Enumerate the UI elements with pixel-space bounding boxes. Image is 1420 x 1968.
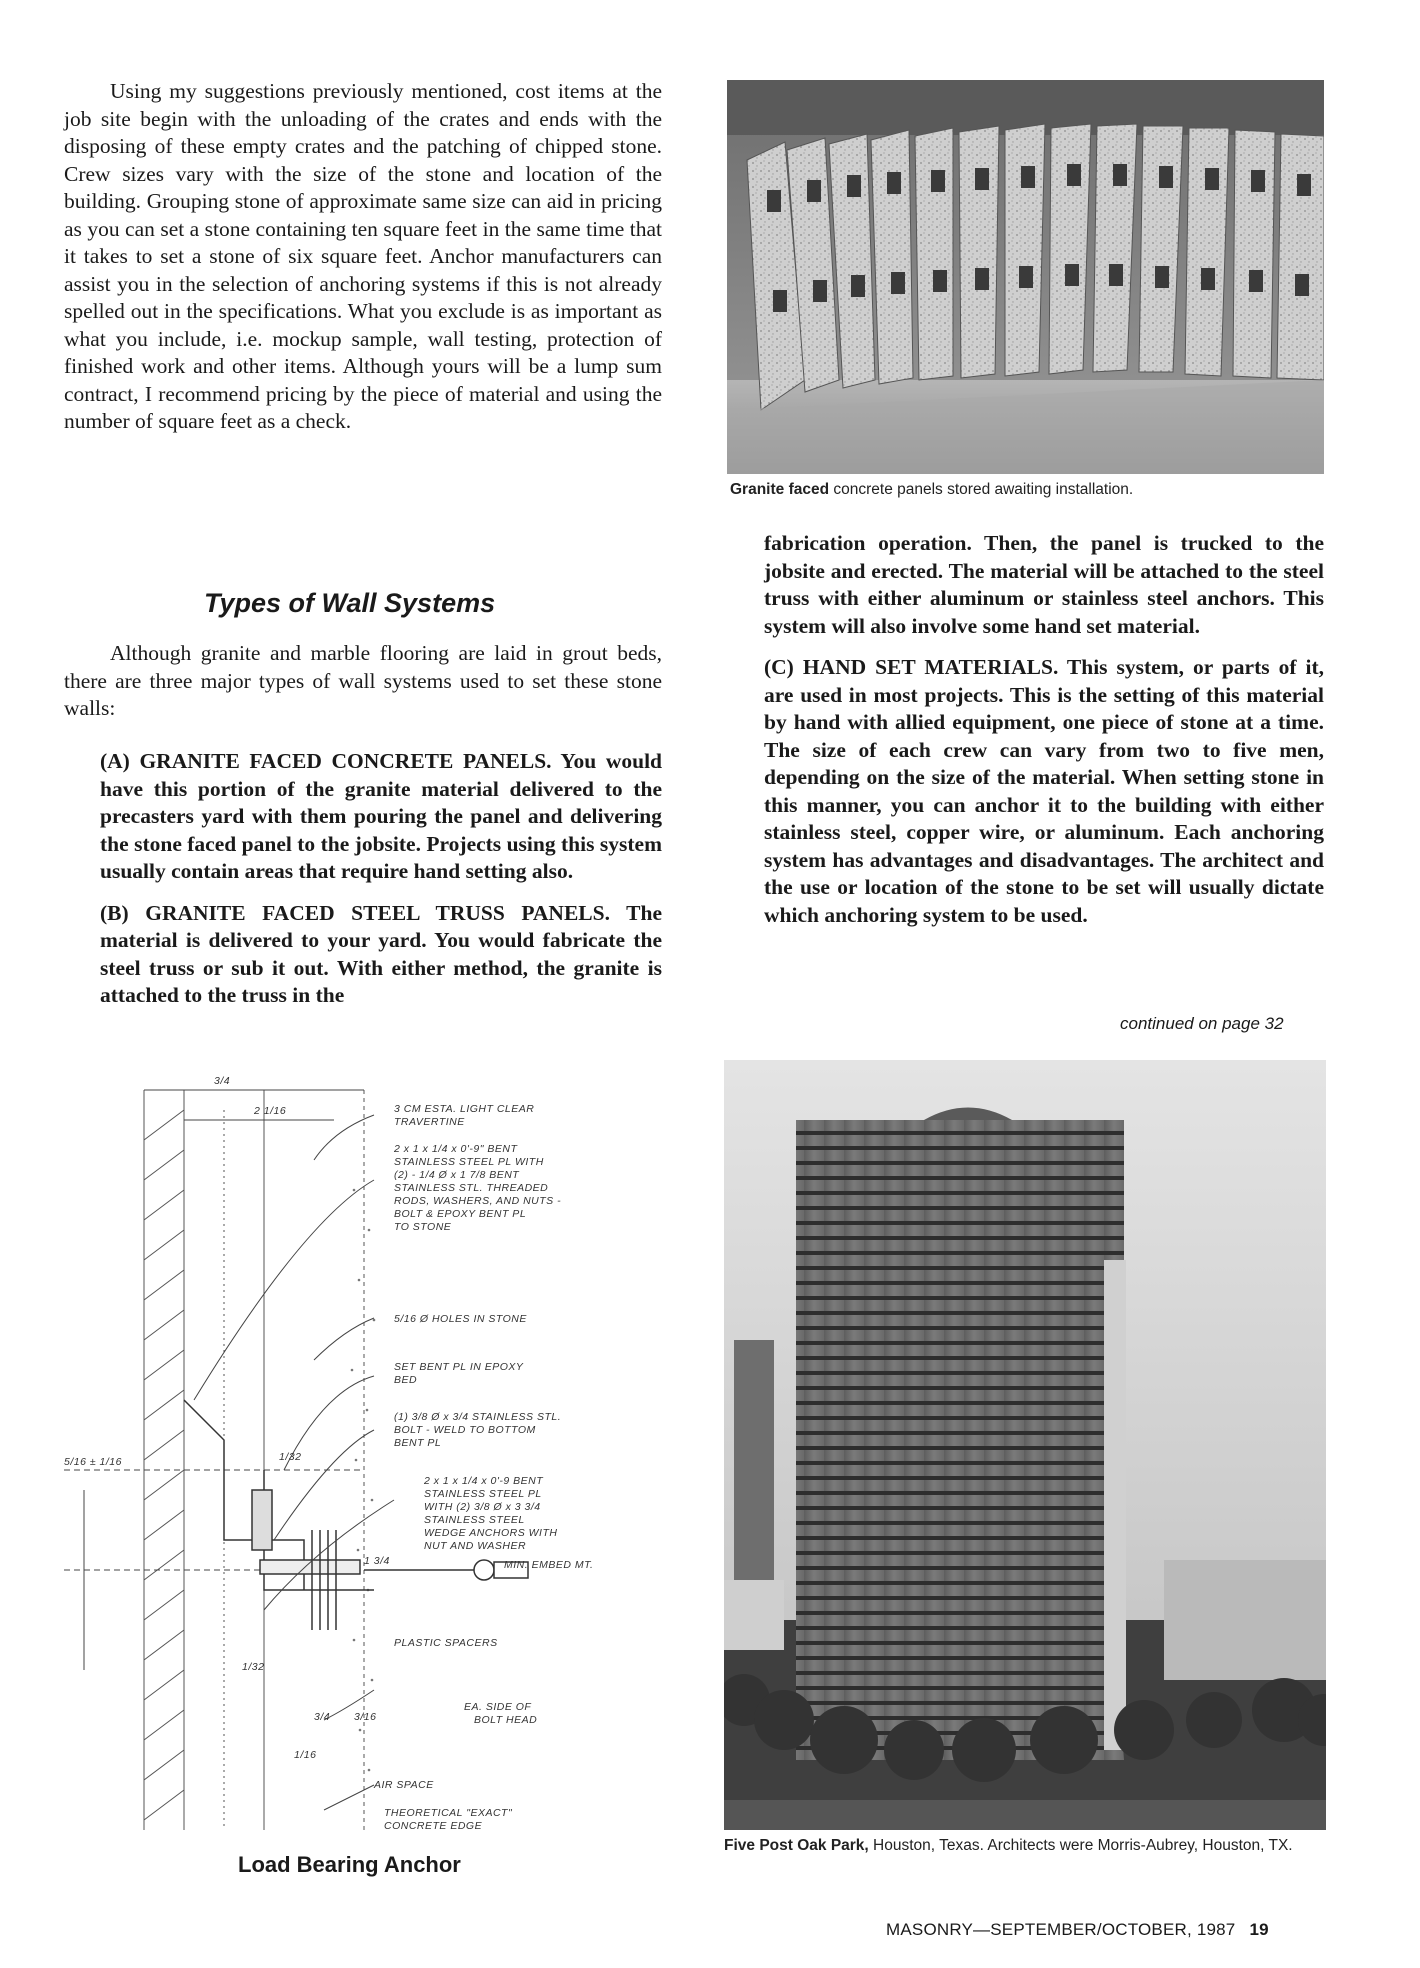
page-number: 19 bbox=[1249, 1920, 1269, 1939]
svg-text:2 x 1 x 1/4 x 0'-9" BENT: 2 x 1 x 1/4 x 0'-9" BENT bbox=[394, 1143, 518, 1155]
concrete-stipple bbox=[351, 1189, 376, 1772]
svg-text:3/4: 3/4 bbox=[214, 1075, 231, 1087]
paragraph-types: Although granite and marble flooring are laid in grout beds, there are three major types of wall systems used to set these stone walls: bbox=[64, 641, 662, 720]
anchor-diagram bbox=[64, 1070, 684, 1850]
svg-text:STAINLESS STEEL PL WITH: STAINLESS STEEL PL WITH bbox=[394, 1156, 544, 1168]
svg-text:1/32: 1/32 bbox=[279, 1451, 302, 1463]
item-b-start: (B) GRANITE FACED STEEL TRUSS PANELS. The material is delivered to your yard. You would fabricate the steel truss or sub it out. With either method, the granite is attached to the truss in the bbox=[100, 900, 662, 1007]
svg-text:WITH (2) 3/8 Ø x 3 3/4: WITH (2) 3/8 Ø x 3 3/4 bbox=[424, 1501, 541, 1513]
svg-text:NUT AND WASHER: NUT AND WASHER bbox=[424, 1540, 527, 1552]
photo2-caption: Five Post Oak Park, Houston, Texas. Architects were Morris-Aubrey, Houston, TX. bbox=[724, 1837, 1293, 1854]
item-a: (A) GRANITE FACED CONCRETE PANELS. You would have this portion of the granite material delivered to the precasters yard with them pouring the panel and delivering the stone faced panel to the jobsite. Projects using this system usually contain areas that require hand setting also. bbox=[100, 749, 662, 883]
svg-text:2 x 1 x 1/4 x 0'-9 BENT: 2 x 1 x 1/4 x 0'-9 BENT bbox=[424, 1475, 544, 1487]
svg-text:5/16 Ø HOLES IN STONE: 5/16 Ø HOLES IN STONE bbox=[394, 1313, 527, 1325]
svg-text:1 3/4: 1 3/4 bbox=[364, 1555, 390, 1567]
svg-text:STAINLESS STL. THREADED: STAINLESS STL. THREADED bbox=[394, 1182, 549, 1194]
right-column-items bbox=[764, 530, 1324, 943]
left-column-items bbox=[100, 748, 662, 1024]
svg-text:5/16 ± 1/16: 5/16 ± 1/16 bbox=[64, 1456, 122, 1468]
building-image bbox=[724, 1060, 1326, 1830]
dimension-labels bbox=[64, 1075, 390, 1761]
svg-text:3/4: 3/4 bbox=[314, 1711, 331, 1723]
svg-text:SET BENT PL IN EPOXY: SET BENT PL IN EPOXY bbox=[394, 1361, 524, 1373]
svg-text:1/16: 1/16 bbox=[294, 1749, 317, 1761]
svg-text:3 CM ESTA. LIGHT CLEAR: 3 CM ESTA. LIGHT CLEAR bbox=[394, 1103, 535, 1115]
publication-name: MASONRY—SEPTEMBER/OCTOBER, 1987 bbox=[886, 1920, 1236, 1939]
left-column-intro bbox=[64, 78, 662, 436]
svg-text:AIR SPACE: AIR SPACE bbox=[374, 1779, 434, 1791]
diagram-caption: Load Bearing Anchor bbox=[238, 1852, 461, 1877]
wall-hatch bbox=[144, 1090, 184, 1830]
svg-text:2 1/16: 2 1/16 bbox=[254, 1105, 287, 1117]
svg-text:(1) 3/8 Ø x 3/4 STAINLESS STL.: (1) 3/8 Ø x 3/4 STAINLESS STL. bbox=[394, 1411, 562, 1423]
left-column-types bbox=[64, 640, 662, 723]
svg-text:3/16: 3/16 bbox=[354, 1711, 377, 1723]
svg-text:MIN. EMBED MT.: MIN. EMBED MT. bbox=[504, 1559, 594, 1571]
svg-text:BENT PL: BENT PL bbox=[394, 1437, 442, 1449]
granite-panels-photo bbox=[727, 80, 1324, 474]
photo1-caption: Granite faced concrete panels stored awaiting installation. bbox=[730, 481, 1134, 498]
svg-text:EA. SIDE OF: EA. SIDE OF bbox=[464, 1701, 532, 1713]
svg-text:CONCRETE EDGE: CONCRETE EDGE bbox=[384, 1820, 483, 1832]
svg-text:TO STONE: TO STONE bbox=[394, 1221, 452, 1233]
svg-text:PLASTIC SPACERS: PLASTIC SPACERS bbox=[394, 1637, 498, 1649]
item-b-cont: fabrication operation. Then, the panel is trucked to the jobsite and erected. The material will be attached to the steel truss with either aluminum or stainless steel anchors. This system will also involve some hand set material. bbox=[764, 531, 1324, 638]
svg-text:(2) - 1/4 Ø x 1 7/8 BENT: (2) - 1/4 Ø x 1 7/8 BENT bbox=[394, 1169, 520, 1181]
svg-text:BOLT - WELD TO BOTTOM: BOLT - WELD TO BOTTOM bbox=[394, 1424, 536, 1436]
svg-text:STAINLESS STEEL PL: STAINLESS STEEL PL bbox=[424, 1488, 542, 1500]
diagram-notes bbox=[373, 1103, 593, 1832]
continued-note: continued on page 32 bbox=[1120, 1014, 1284, 1033]
paragraph-intro: Using my suggestions previously mentioned, cost items at the job site begin with the unloading of the crates and ends with the disposing of these empty crates and the patching of chipped stone. Crew sizes vary with the size of the stone and location of the building. Grouping stone of approximate same size can aid in pricing as you can set a stone containing ten square feet in the same time that it takes to set a stone of six square feet. Anchor manufacturers can assist you in the selection of anchoring systems if this is not already spelled out in the specifications. What you exclude is as important as what you include, i.e. mockup sample, wall testing, protection of finished work and other items. Although yours will be a lump sum contract, I recommend pricing by the piece of material and using the number of square feet as a check. bbox=[64, 79, 662, 433]
svg-text:RODS, WASHERS, AND NUTS -: RODS, WASHERS, AND NUTS - bbox=[394, 1195, 562, 1207]
page-footer bbox=[886, 1920, 1269, 1940]
building-photo bbox=[724, 1060, 1326, 1830]
svg-text:BOLT HEAD: BOLT HEAD bbox=[474, 1714, 538, 1726]
svg-text:STAINLESS STEEL: STAINLESS STEEL bbox=[424, 1514, 525, 1526]
svg-text:THEORETICAL "EXACT": THEORETICAL "EXACT" bbox=[384, 1807, 513, 1819]
svg-text:BED: BED bbox=[394, 1374, 418, 1386]
section-heading: Types of Wall Systems bbox=[204, 588, 496, 618]
svg-text:TRAVERTINE: TRAVERTINE bbox=[394, 1116, 465, 1128]
granite-panels-image bbox=[727, 80, 1324, 474]
svg-text:BOLT & EPOXY BENT PL: BOLT & EPOXY BENT PL bbox=[394, 1208, 527, 1220]
svg-text:WEDGE ANCHORS WITH: WEDGE ANCHORS WITH bbox=[424, 1527, 558, 1539]
svg-text:1/32: 1/32 bbox=[242, 1661, 265, 1673]
item-c: (C) HAND SET MATERIALS. This system, or parts of it, are used in most projects. This is the setting of this material by hand with allied equipment, one piece of stone at a time. The size of each crew can vary from two to five men, depending on the size of the material. When setting stone in this manner, you can anchor it to the building with either stainless steel, copper wire, or aluminum. Each anchoring system has advantages and disadvantages. The architect and the use or location of the stone to be set will usually dictate which anchoring system to be used. bbox=[764, 655, 1324, 927]
